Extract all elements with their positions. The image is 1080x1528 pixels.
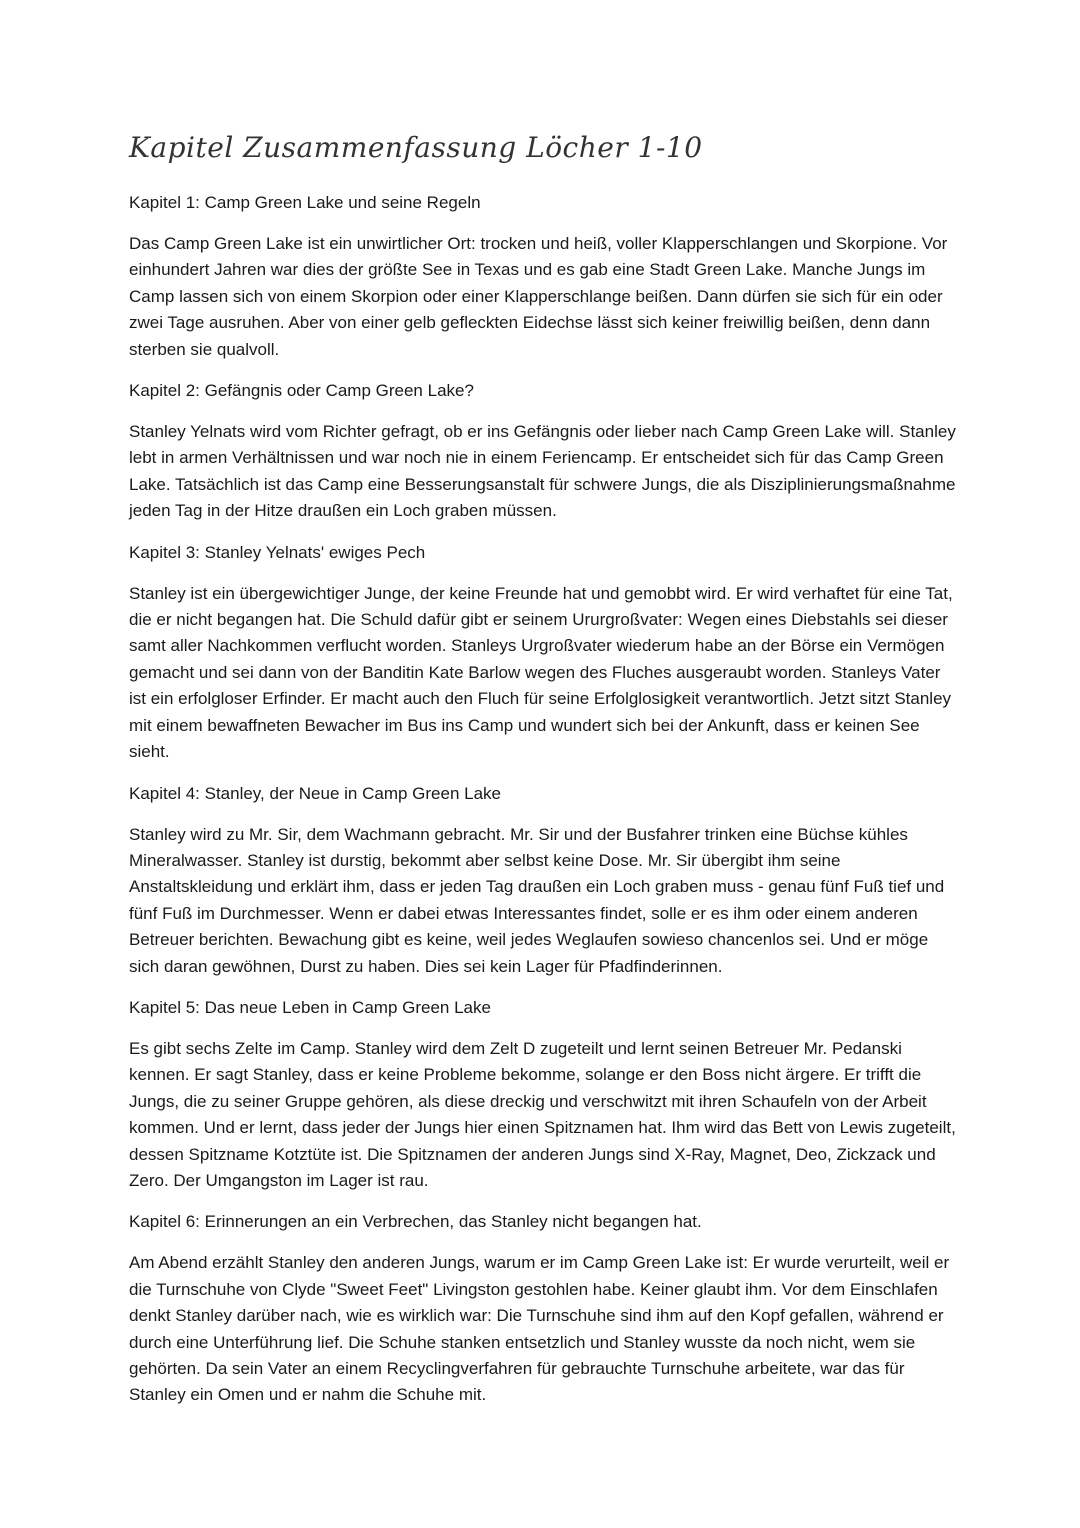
chapter-5 [129,995,959,1194]
document-page [129,128,959,1424]
chapter-summary: Es gibt sechs Zelte im Camp. Stanley wird dem Zelt D zugeteilt und lernt seinen Betreuer Mr. Pedanski kennen. Er sagt Stanley, dass er keine Probleme bekomme, solange er den Boss nicht ärgere. Er trifft die Jungs, die zu seiner Gruppe gehören, als diese dreckig und verschwitzt mit ihren Schaufeln von der Arbeit kommen. Und er lernt, dass jeder der Jungs hier einen Spitznamen hat. Ihm wird das Bett von Lewis zugeteilt, dessen Spitzname Kotztüte ist. Die Spitznamen der anderen Jungs sind X-Ray, Magnet, Deo, Zickzack und Zero. Der Umgangston im Lager ist rau. [129,1038,956,1190]
chapter-heading: Kapitel 3: Stanley Yelnats' ewiges Pech [129,542,426,562]
chapter-summary: Das Camp Green Lake ist ein unwirtlicher Ort: trocken und heiß, voller Klapperschlangen und Skorpione. Vor einhundert Jahren war dies der größte See in Texas und es gab eine Stadt Green Lake. Manche Jungs im Camp lassen sich von einem Skorpion oder einer Klapperschlange beißen. Dann dürfen sie sich für ein oder zwei Tage ausruhen. Aber von einer gelb gefleckten Eidechse lässt sich keiner freiwillig beißen, denn dann sterben sie qualvoll. [129,234,948,359]
chapter-4 [129,781,959,980]
chapter-summary: Stanley wird zu Mr. Sir, dem Wachmann gebracht. Mr. Sir und der Busfahrer trinken eine Büchse kühles Mineralwasser. Stanley ist durstig, bekommt aber selbst keine Dose. Mr. Sir übergibt ihm seine Anstaltskleidung und erklärt ihm, dass er jeden Tag draußen ein Loch graben muss - genau fünf Fuß tief und fünf Fuß im Durchmesser. Wenn er dabei etwas Interessantes findet, solle er es ihm oder einem anderen Betreuer berichten. Bewachung gibt es keine, weil jedes Weglaufen sowieso chancenlos sei. Und er möge sich daran gewöhnen, Durst zu haben. Dies sei kein Lager für Pfadfinderinnen. [129,824,945,976]
chapter-3 [129,540,959,766]
chapter-heading: Kapitel 1: Camp Green Lake und seine Regeln [129,193,481,212]
chapter-heading: Kapitel 6: Erinnerungen an ein Verbrechen, das Stanley nicht begangen hat. [129,1212,702,1232]
document-title: Kapitel Zusammenfassung Löcher 1-10 [129,131,703,164]
chapter-2 [129,378,959,525]
chapter-summary: Stanley ist ein übergewichtiger Junge, der keine Freunde hat und gemobbt wird. Er wird verhaftet für eine Tat, die er nicht begangen hat. Die Schuld dafür gibt er seinem Ururgroßvater: Wegen eines Diebstahls sei dieser samt aller Nachkommen verflucht worden. Stanleys Urgroßvater wiederum habe an der Börse ein Vermögen gemacht und sei dann von der Banditin Kate Barlow wegen des Fluches ausgeraubt worden. Stanleys Vater ist ein erfolgloser Erfinder. Er macht auch den Fluch für seine Erfolglosigkeit verantwortlich. Jetzt sitzt Stanley mit einem bewaffneten Bewacher im Bus ins Camp und wundert sich bei der Ankunft, dass er keinen See sieht. [129,583,953,762]
chapter-1 [129,190,959,363]
chapter-6 [129,1209,959,1408]
chapter-summary: Am Abend erzählt Stanley den anderen Jungs, warum er im Camp Green Lake ist: Er wurde verurteilt, weil er die Turnschuhe von Clyde "Sweet Feet" Livingston gestohlen habe. Keiner glaubt ihm. Vor dem Einschlafen denkt Stanley darüber nach, wie es wirklich war: Die Turnschuhe sind ihm auf den Kopf gefallen, während er durch eine Unterführung lief. Die Schuhe stanken entsetzlich und Stanley wusste da noch nicht, wem sie gehörten. Da sein Vater an einem Recyclingverfahren für gebrauchte Turnschuhe arbeitete, war das für Stanley ein Omen und er nahm die Schuhe mit. [129,1253,950,1405]
chapter-heading: Kapitel 2: Gefängnis oder Camp Green Lake? [129,381,474,401]
chapter-heading: Kapitel 4: Stanley, der Neue in Camp Green Lake [129,783,502,803]
chapter-summary: Stanley Yelnats wird vom Richter gefragt, ob er ins Gefängnis oder lieber nach Camp Green Lake will. Stanley lebt in armen Verhältnissen und war noch nie in einem Feriencamp. Er entscheidet sich für das Camp Green Lake. Tatsächlich ist das Camp eine Besserungsanstalt für schwere Jungs, die als Disziplinierungsmaßnahme jeden Tag in der Hitze draußen ein Loch graben müssen. [129,422,956,521]
chapter-heading: Kapitel 5: Das neue Leben in Camp Green Lake [129,997,491,1017]
